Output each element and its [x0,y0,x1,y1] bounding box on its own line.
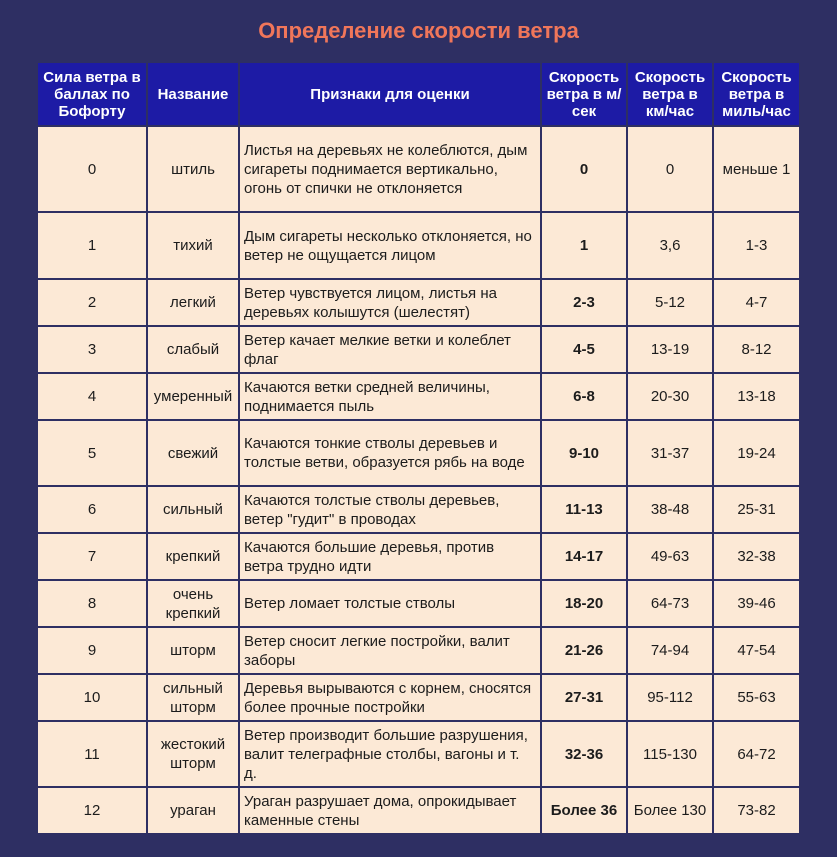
header-speed-kmh: Скорость ветра в км/час [627,62,713,126]
cell-speed-mph: 13-18 [713,373,800,420]
cell-speed-ms: 2-3 [541,279,627,326]
cell-name: очень крепкий [147,580,239,627]
header-beaufort-force: Сила ветра в баллах по Бофорту [37,62,147,126]
cell-speed-kmh: 20-30 [627,373,713,420]
cell-force: 6 [37,486,147,533]
cell-force: 5 [37,420,147,486]
cell-speed-kmh: 115-130 [627,721,713,787]
table-row [37,721,800,787]
cell-speed-mph: 32-38 [713,533,800,580]
cell-speed-mph: 4-7 [713,279,800,326]
cell-signs: Качаются тонкие стволы деревьев и толстые ветви, образуется рябь на воде [239,420,541,486]
cell-speed-ms: 11-13 [541,486,627,533]
cell-speed-mph: 64-72 [713,721,800,787]
cell-speed-ms: 9-10 [541,420,627,486]
table-row [37,580,800,627]
cell-signs: Деревья вырываются с корнем, сносятся более прочные постройки [239,674,541,721]
table-row [37,212,800,279]
cell-speed-mph: меньше 1 [713,126,800,212]
cell-speed-mph: 55-63 [713,674,800,721]
cell-speed-kmh: 49-63 [627,533,713,580]
cell-speed-kmh: 5-12 [627,279,713,326]
cell-speed-mph: 19-24 [713,420,800,486]
cell-name: крепкий [147,533,239,580]
cell-speed-kmh: 64-73 [627,580,713,627]
page-title: Определение скорости ветра [258,18,579,43]
cell-speed-kmh: 13-19 [627,326,713,373]
cell-speed-kmh: 0 [627,126,713,212]
cell-speed-kmh: 3,6 [627,212,713,279]
cell-speed-ms: Более 36 [541,787,627,834]
cell-signs: Ветер сносит легкие постройки, валит заборы [239,627,541,674]
cell-signs: Ветер ломает толстые стволы [239,580,541,627]
cell-force: 3 [37,326,147,373]
table-row [37,674,800,721]
cell-speed-kmh: 74-94 [627,627,713,674]
cell-force: 10 [37,674,147,721]
table-row [37,787,800,834]
cell-speed-ms: 6-8 [541,373,627,420]
header-speed-mph: Скорость ветра в миль/час [713,62,800,126]
cell-speed-kmh: 95-112 [627,674,713,721]
cell-speed-mph: 39-46 [713,580,800,627]
cell-speed-kmh: 31-37 [627,420,713,486]
cell-name: жестокий шторм [147,721,239,787]
cell-speed-mph: 73-82 [713,787,800,834]
table-header-row [37,62,800,126]
cell-speed-kmh: Более 130 [627,787,713,834]
table-row [37,627,800,674]
cell-name: ураган [147,787,239,834]
cell-force: 11 [37,721,147,787]
cell-signs: Листья на деревьях не колеблются, дым сигареты поднимается вертикально, огонь от спички не отклоняется [239,126,541,212]
table-row [37,326,800,373]
table-row [37,533,800,580]
cell-force: 9 [37,627,147,674]
header-signs: Признаки для оценки [239,62,541,126]
cell-force: 7 [37,533,147,580]
cell-signs: Качаются ветки средней величины, поднимается пыль [239,373,541,420]
cell-speed-ms: 4-5 [541,326,627,373]
header-name: Название [147,62,239,126]
table-row [37,420,800,486]
cell-force: 1 [37,212,147,279]
cell-speed-ms: 1 [541,212,627,279]
cell-name: штиль [147,126,239,212]
cell-speed-ms: 14-17 [541,533,627,580]
cell-signs: Качаются большие деревья, против ветра трудно идти [239,533,541,580]
cell-speed-ms: 18-20 [541,580,627,627]
table-row [37,279,800,326]
cell-name: сильный [147,486,239,533]
cell-force: 12 [37,787,147,834]
cell-speed-mph: 1-3 [713,212,800,279]
cell-force: 4 [37,373,147,420]
cell-signs: Ветер чувствуется лицом, листья на деревьях колышутся (шелестят) [239,279,541,326]
cell-force: 0 [37,126,147,212]
cell-name: тихий [147,212,239,279]
cell-signs: Качаются толстые стволы деревьев, ветер "гудит" в проводах [239,486,541,533]
cell-speed-ms: 27-31 [541,674,627,721]
cell-speed-kmh: 38-48 [627,486,713,533]
cell-signs: Ветер производит большие разрушения, валит телеграфные столбы, вагоны и т. д. [239,721,541,787]
table-row [37,486,800,533]
cell-name: легкий [147,279,239,326]
cell-speed-ms: 32-36 [541,721,627,787]
cell-speed-mph: 47-54 [713,627,800,674]
cell-speed-ms: 21-26 [541,627,627,674]
table-row [37,373,800,420]
cell-speed-ms: 0 [541,126,627,212]
cell-force: 8 [37,580,147,627]
cell-name: слабый [147,326,239,373]
wind-speed-table [36,61,801,835]
cell-speed-mph: 8-12 [713,326,800,373]
header-speed-ms: Скорость ветра в м/сек [541,62,627,126]
cell-name: свежий [147,420,239,486]
cell-signs: Ветер качает мелкие ветки и колеблет флаг [239,326,541,373]
cell-signs: Ураган разрушает дома, опрокидывает каменные стены [239,787,541,834]
cell-speed-mph: 25-31 [713,486,800,533]
cell-name: сильный шторм [147,674,239,721]
cell-signs: Дым сигареты несколько отклоняется, но ветер не ощущается лицом [239,212,541,279]
table-row [37,126,800,212]
cell-force: 2 [37,279,147,326]
cell-name: умеренный [147,373,239,420]
cell-name: шторм [147,627,239,674]
